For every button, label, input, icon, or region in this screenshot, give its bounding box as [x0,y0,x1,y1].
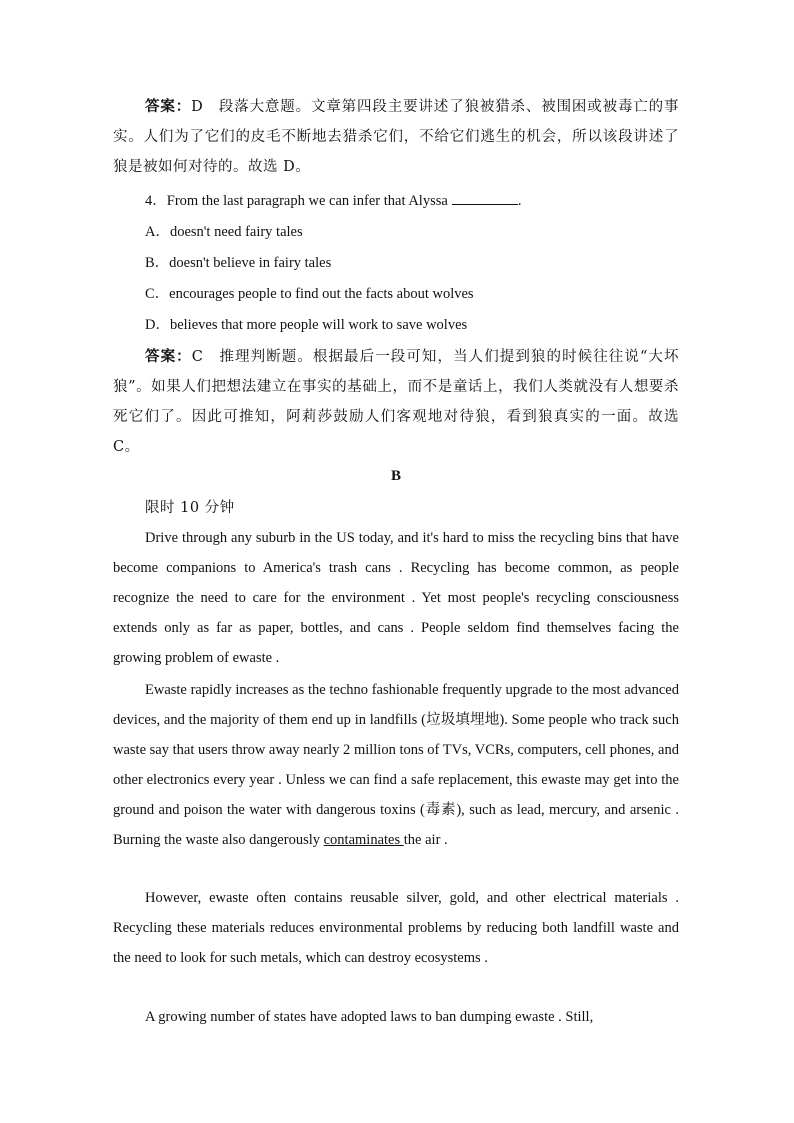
section-heading: B [390,468,401,484]
paragraph-text-end: the air . [403,832,448,848]
question-4-stem [145,186,521,216]
answer-text: D 段落大意题。文章第四段主要讲述了狼被猎杀、被围困或被毒亡的事实。人们为了它们的皮毛不断地去猎杀它们，不给它们逃生的机会，所以该段讲述了狼是被如何对待的。故选 D。 [113,99,680,175]
question-stem-text: 4．From the last paragraph we can infer that Alyssa [145,193,448,209]
passage-paragraph-2 [113,675,679,855]
answer-label: 答案： [145,348,192,365]
passage-paragraph-1: Drive through any suburb in the US today, and it's hard to miss the recycling bins that have become companions to America's trash cans . Recycling has become common, as people recognize the need to care for the environment . Yet most people's recycling consciousness extends only as far as paper, bottles, and cans . People seldom find themselves facing the growing problem of ewaste . [113,530,679,666]
underlined-word: contaminates [323,832,404,848]
answer-text: C 推理判断题。根据最后一段可知，当人们提到狼的时候往往说“大坏狼”。如果人们把想法建立在事实的基础上，而不是童话上，我们人类就没有人想要杀死它们了。因此可推知，阿莉莎鼓励人们客观地对待狼，看到狼真实的一面。故选 C。 [113,349,680,455]
passage-paragraph-4: A growing number of states have adopted laws to ban dumping ewaste . Still, [145,1009,594,1025]
option-b: B．doesn't believe in fairy tales [145,255,332,271]
passage-paragraph-3: However, ewaste often contains reusable silver, gold, and other electrical materials . Recycling these materials reduces environmental problems by reducing both landfill waste and the need to look for such metals, which can destroy ecosystems . [113,890,679,966]
option-a: A．doesn't need fairy tales [145,224,303,240]
answer-blank [452,190,518,205]
answer-3 [113,92,679,182]
option-c: C．encourages people to find out the facts about wolves [145,286,474,302]
option-d: D．believes that more people will work to save wolves [145,317,468,333]
answer-4 [113,342,679,462]
question-stem-end: . [517,193,522,209]
answer-label: 答案： [145,98,192,115]
time-limit: 限时 10 分钟 [145,500,235,516]
paragraph-text: Ewaste rapidly increases as the techno fashionable frequently upgrade to the most advanced devices, and the majority of them end up in landfills (垃圾填埋地). Some people who track such waste say that users throw away nearly 2 million tons of TVs, VCRs, computers, cell phones, and other electronics every year . Unless we can find a safe replacement, this ewaste may get into the ground and poison the water with dangerous toxins (毒素), such as lead, mercury, and arsenic . Burning the waste also dangerously [113,682,679,848]
